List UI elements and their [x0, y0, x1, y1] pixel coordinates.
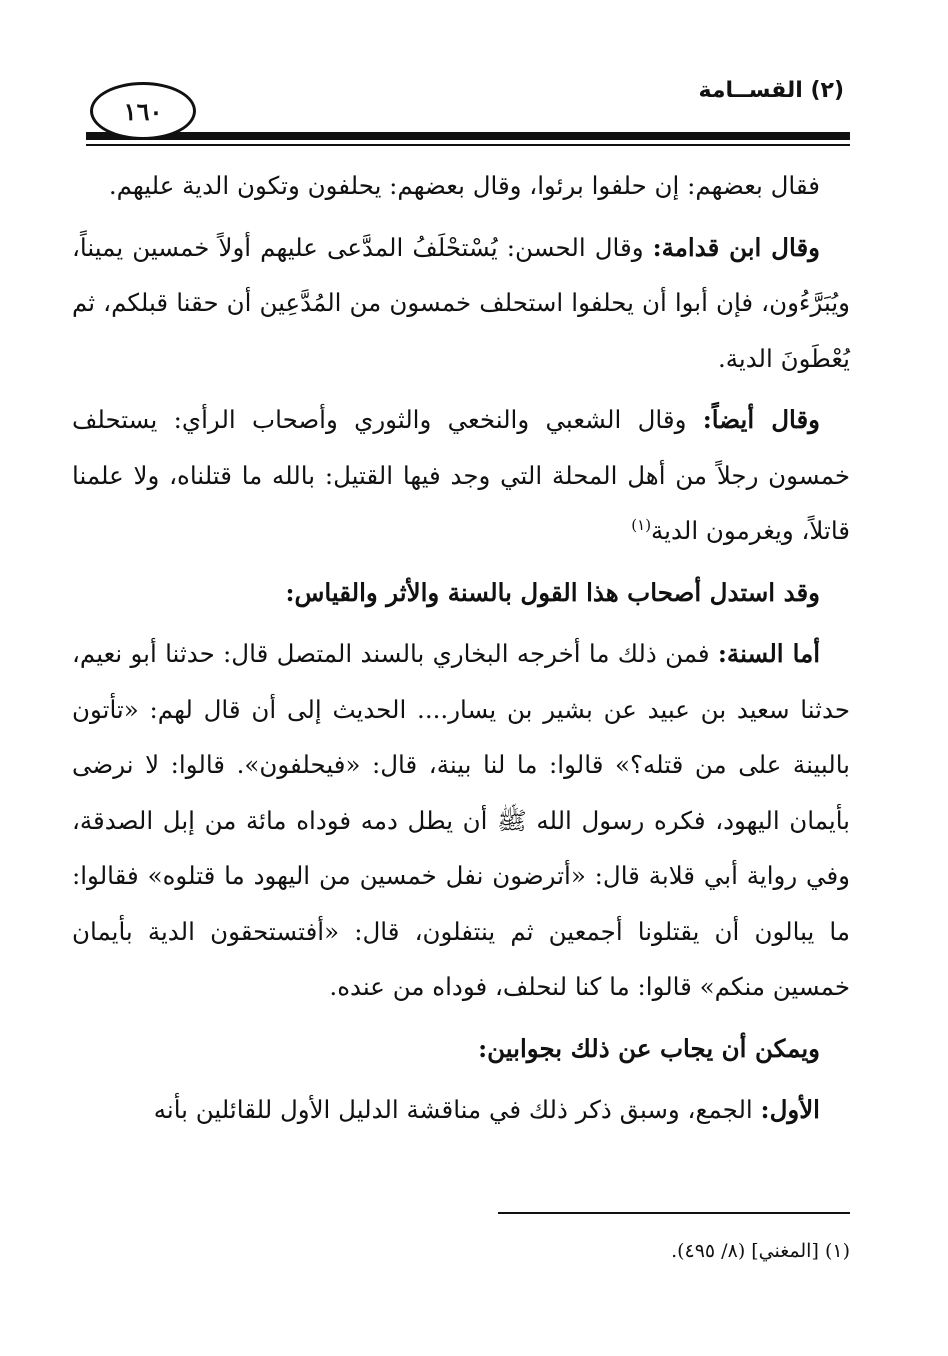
footnote-text: [المغني] (٨/ ٤٩٥).	[671, 1240, 819, 1262]
paragraph-lead: ويمكن أن يجاب عن ذلك بجوابين:	[478, 1033, 820, 1063]
paragraph	[72, 565, 850, 621]
footnote-divider	[498, 1212, 850, 1214]
footnote-reference: (١)	[631, 515, 652, 534]
paragraph-lead: وقال أيضاً:	[702, 405, 821, 434]
running-title: (٢) القســامة	[698, 78, 844, 103]
body-text	[72, 158, 850, 1144]
page-header	[86, 70, 850, 150]
paragraph-lead: الأول:	[760, 1095, 820, 1124]
paragraph-text: وقال الشعبي والنخعي والثوري وأصحاب الرأي: يستحلف خمسون رجلاً من أهل المحلة التي وجد فيها القتيل: بالله ما قتلناه، ولا علمنا قاتلاً، ويغرمون الدية	[72, 405, 850, 545]
paragraph-text: فمن ذلك ما أخرجه البخاري بالسند المتصل قال: حدثنا أبو نعيم، حدثنا سعيد بن عبيد عن بشير بن يسار.... الحديث إلى أن قال لهم: «تأتون بالبينة على من قتله؟» قالوا: ما لنا بينة، قال: «فيحلفون». قالوا: لا نرضى بأيمان اليهود، فكره رسول الله ﷺ أن يطل دمه فوداه مائة من إبل الصدقة، وفي رواية أبي قلابة قال: «أترضون نفل خمسين من اليهود ما قتلوه» فقالوا: ما يبالون أن يقتلونا أجمعين ثم ينتفلون، قال: «أفتستحقون الدية بأيمان خمسين منكم» قالوا: ما كنا لنحلف، فوداه من عنده.	[72, 639, 850, 1001]
header-rule-thick	[86, 132, 850, 140]
paragraph-text: الجمع، وسبق ذكر ذلك في مناقشة الدليل الأول للقائلين بأنه	[153, 1095, 761, 1124]
paragraph-lead: وقد استدل أصحاب هذا القول بالسنة والأثر والقياس:	[285, 577, 820, 607]
paragraph	[72, 626, 850, 1015]
paragraph	[72, 1021, 850, 1077]
page-number: ١٦٠	[90, 82, 196, 140]
paragraph-text: وقال الحسن: يُسْتحْلَفُ المدَّعى عليهم أولاً خمسين يميناً، ويُبَرَّءُون، فإن أبوا أن يحلفوا استحلف خمسون من المُدَّعِين أن حقنا قبلكم، ثم يُعْطَونَ الدية.	[72, 232, 850, 373]
paragraph	[72, 1082, 850, 1138]
footnote	[90, 1236, 850, 1266]
footnote-number: (١)	[824, 1240, 850, 1262]
header-rule-thin	[86, 144, 850, 146]
paragraph-text: فقال بعضهم: إن حلفوا برئوا، وقال بعضهم: يحلفون وتكون الدية عليهم.	[108, 171, 820, 200]
paragraph-lead: وقال ابن قدامة:	[652, 232, 820, 262]
paragraph-lead: أما السنة:	[717, 639, 821, 668]
paragraph	[72, 392, 850, 559]
paragraph	[72, 158, 850, 214]
paragraph	[72, 220, 850, 387]
